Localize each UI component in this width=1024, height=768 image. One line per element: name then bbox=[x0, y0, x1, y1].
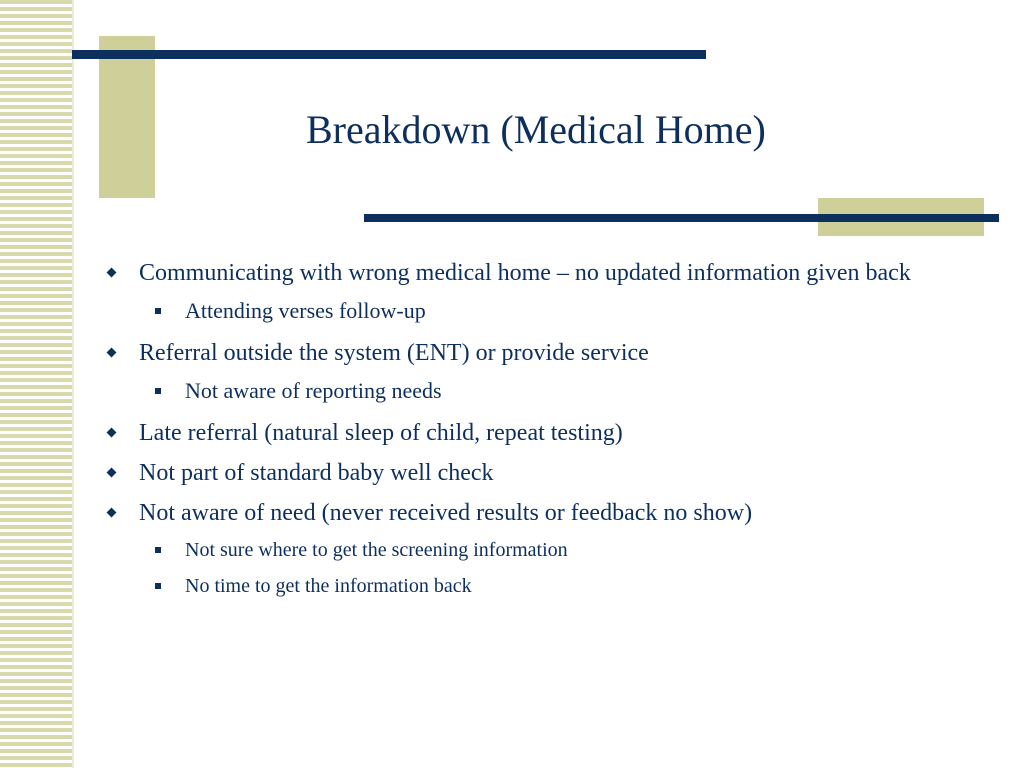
square-bullet-icon bbox=[155, 547, 161, 553]
square-bullet-icon bbox=[155, 388, 161, 394]
left-striped-bar bbox=[0, 0, 72, 768]
bullet-text: Late referral (natural sleep of child, repeat testing) bbox=[139, 420, 623, 446]
sub-bullet-item bbox=[96, 572, 946, 600]
square-bullet-icon bbox=[155, 583, 161, 589]
decor-khaki-block-top bbox=[99, 36, 155, 198]
left-bar-edge bbox=[72, 0, 74, 768]
diamond-bullet-icon bbox=[107, 468, 117, 478]
bullet-text: Not part of standard baby well check bbox=[139, 460, 494, 486]
diamond-bullet-icon bbox=[107, 508, 117, 518]
sub-bullet-text: Not aware of reporting needs bbox=[185, 378, 442, 403]
diamond-bullet-icon bbox=[107, 428, 117, 438]
bullet-item bbox=[96, 496, 946, 530]
sub-bullet-text: No time to get the information back bbox=[185, 575, 472, 597]
square-bullet-icon bbox=[155, 308, 161, 314]
sub-bullet-text: Not sure where to get the screening information bbox=[185, 539, 568, 561]
bullet-text: Referral outside the system (ENT) or provide service bbox=[139, 340, 649, 366]
bullet-item bbox=[96, 456, 946, 490]
diamond-bullet-icon bbox=[107, 348, 117, 358]
slide-title: Breakdown (Medical Home) bbox=[306, 107, 766, 152]
decor-navy-line-top bbox=[72, 50, 706, 59]
sub-bullet-item bbox=[96, 296, 946, 326]
diamond-bullet-icon bbox=[107, 268, 117, 278]
bullet-list bbox=[96, 256, 946, 608]
decor-navy-line-bottom bbox=[364, 214, 999, 222]
sub-bullet-item bbox=[96, 536, 946, 564]
sub-bullet-text: Attending verses follow-up bbox=[185, 298, 426, 323]
sub-bullet-item bbox=[96, 376, 946, 406]
bullet-item bbox=[96, 256, 946, 290]
bullet-item bbox=[96, 336, 946, 370]
bullet-text: Not aware of need (never received results or feedback no show) bbox=[139, 500, 753, 526]
bullet-text: Communicating with wrong medical home – no updated information given back bbox=[139, 260, 911, 286]
bullet-item bbox=[96, 416, 946, 450]
